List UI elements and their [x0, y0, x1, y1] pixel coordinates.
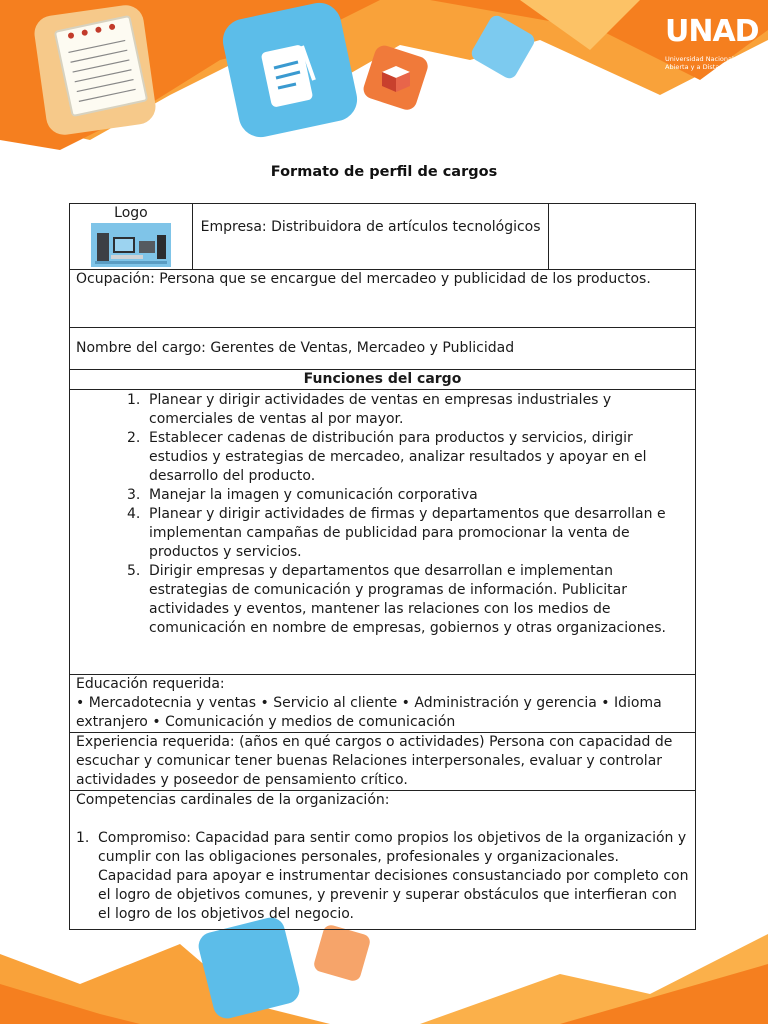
competencies-label: Competencias cardinales de la organización: [76, 792, 390, 808]
company-cell: Empresa: Distribuidora de artículos tecnológicos [192, 204, 548, 270]
function-item [127, 486, 689, 505]
header-row [70, 204, 696, 270]
function-item [127, 429, 689, 486]
function-text: Establecer cadenas de distribución para productos y servicios, dirigir estudios y estrategias de mercadeo, analizar resultados y apoyar en el desarrollo del producto. [149, 430, 647, 484]
job-name-row [70, 328, 696, 370]
competencies-list [76, 829, 689, 924]
unad-logo-mark: UNAD [665, 14, 759, 49]
competency-item [76, 829, 689, 924]
occupation-text: Ocupación: Persona que se encargue del mercadeo y publicidad de los productos. [70, 270, 696, 328]
function-item [127, 505, 689, 562]
function-item [127, 391, 689, 429]
competency-number: 1. [76, 830, 90, 846]
competency-text: Compromiso: Capacidad para sentir como propios los objetivos de la organización y cumplir con las obligaciones personales, profesionales y organizacionales. Capacidad para apoyar e instrumentar decisiones consustanciado por completo con el logro de objetivos comunes, y prevenir y superar obstáculos que interfieran con el logro de los objetivos del negocio. [98, 830, 689, 922]
job-profile-table [69, 203, 696, 930]
logo-label: Logo [114, 205, 148, 221]
logo-cell [70, 204, 193, 270]
clipboard-icon [260, 40, 320, 110]
functions-header-row [70, 370, 696, 390]
footer-banner [0, 914, 768, 1024]
unad-logo-subtitle: Universidad Nacional Abierta y a Distancia [665, 55, 734, 71]
function-number: 4. [127, 506, 141, 522]
function-number: 2. [127, 430, 141, 446]
education-cell [70, 675, 696, 733]
occupation-row [70, 270, 696, 328]
education-row [70, 675, 696, 733]
function-text: Planear y dirigir actividades de firmas y departamentos que desarrollan e implementan campañas de publicidad para promocionar la venta de productos y servicios. [149, 506, 666, 560]
functions-cell [70, 390, 696, 675]
document-title: Formato de perfil de cargos [270, 164, 498, 180]
function-number: 5. [127, 563, 141, 579]
functions-list [127, 391, 689, 638]
book-icon [378, 64, 414, 94]
footer-decoration [0, 914, 768, 1024]
unad-logo [663, 8, 758, 80]
functions-header: Funciones del cargo [70, 370, 696, 390]
competencies-cell [70, 791, 696, 930]
function-item [127, 562, 689, 638]
experience-row [70, 733, 696, 791]
blank-cell [549, 204, 696, 270]
experience-text: Experiencia requerida: (años en qué cargos o actividades) Persona con capacidad de escuchar y comunicar tener buenas Relaciones interpersonales, evaluar y controlar actividades y poseedor de pensamiento crítico. [70, 733, 696, 791]
function-text: Dirigir empresas y departamentos que desarrollan e implementan estrategias de comunicación y programas de información. Publicitar actividades y eventos, mantener las relaciones con los medios de comunicación en nombre de empresas, gobiernos y otras organizaciones. [149, 563, 666, 636]
functions-row [70, 390, 696, 675]
education-label: Educación requerida: [76, 676, 225, 692]
function-text: Manejar la imagen y comunicación corporativa [149, 487, 478, 503]
education-items: • Mercadotecnia y ventas • Servicio al cliente • Administración y gerencia • Idioma extranjero • Comunicación y medios de comunicación [76, 695, 662, 730]
function-number: 1. [127, 392, 141, 408]
electronics-image [91, 223, 171, 267]
function-number: 3. [127, 487, 141, 503]
job-name-text: Nombre del cargo: Gerentes de Ventas, Mercadeo y Publicidad [70, 328, 696, 370]
function-text: Planear y dirigir actividades de ventas en empresas industriales y comerciales de ventas al por mayor. [149, 392, 612, 427]
competencies-row [70, 791, 696, 930]
